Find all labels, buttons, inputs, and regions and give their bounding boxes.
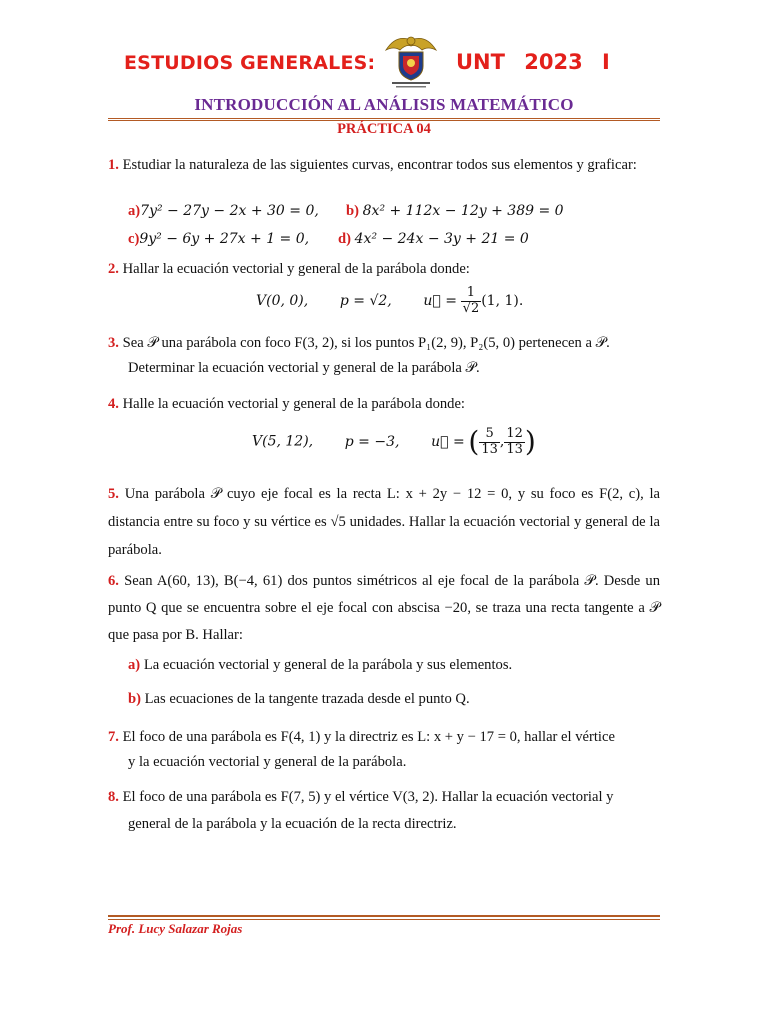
problem-8-line-2: general de la parábola y la ecuación de la recta directriz. [128,816,457,832]
problem-1-item-b: b) 8x² + 112x − 12y + 389 = 0 [346,203,564,219]
problem-7-line-2: y la ecuación vectorial y general de la parábola. [128,754,407,770]
footer-rule [108,915,660,917]
problem-6-item-a: a) La ecuación vectorial y general de la parábola y sus elementos. [128,657,513,673]
problem-2-equation: V(0, 0), p = √2, u⃗ = $\frac{1}{√2}$ (1, 1). [256,285,524,316]
problem-1 [108,156,660,175]
problem-3: 3. Sea 𝒫 una parábola con foco F(3, 2), si los puntos P₁(2, 9), P₂(5, 0) pertenecen a 𝒫. [108,335,610,351]
fraction: $\frac{1}{√2}$ [462,285,480,316]
problem-8: 8. El foco de una parábola es F(7, 5) y el vértice V(3, 2). Hallar la ecuación vectorial y [108,789,614,805]
problem-2: 2. Hallar la ecuación vectorial y general de la parábola donde: [108,261,470,277]
problem-4-equation: V(5, 12), p = −3, u⃗ = ( $\frac{5}{13}$ , $\frac{12}{13}$ ) [252,425,536,458]
header-left: ESTUDIOS GENERALES: [124,52,376,74]
header-right: UNT 2023 I [456,50,610,74]
problem-1-item-a: a)7y² − 27y − 2x + 30 = 0, [128,203,319,219]
problem-1-number: 1. [108,157,119,173]
page-subtitle: PRÁCTICA 04 [337,121,431,137]
problem-6: 6. Sean A(60, 13), B(−4, 61) dos puntos simétricos al eje focal de la parábola 𝒫. Desde un punto Q que se encuentra sobre el eje focal con abscisa −20, se traza una recta tangente a 𝒫 que pasa por B. Hallar: [108,573,660,643]
problem-1-item-d: d) 4x² − 24x − 3y + 21 = 0 [338,231,529,247]
title-rule [108,118,660,119]
footer-rule-2 [108,919,660,920]
header [0,46,768,86]
problem-5: 5. Una parábola 𝒫 cuyo eje focal es la recta L: x + 2y − 12 = 0, y su foco es F(2, c), la distancia entre su foco y su vértice es √5 unidades. Hallar la ecuación vectorial y general de la parábola. [108,486,660,558]
problem-3-line-2: Determinar la ecuación vectorial y general de la parábola 𝒫. [128,360,480,376]
university-crest-icon [382,30,440,92]
problem-6-item-b: b) Las ecuaciones de la tangente trazada desde el punto Q. [128,691,470,707]
footer-author: Prof. Lucy Salazar Rojas [108,921,243,936]
problem-1-item-c: c)9y² − 6y + 27x + 1 = 0, [128,231,310,247]
problem-7: 7. El foco de una parábola es F(4, 1) y la directriz es L: x + y − 17 = 0, hallar el vértice [108,729,615,745]
problem-1-text: Estudiar la naturaleza de las siguientes curvas, encontrar todos sus elementos y graficar: [122,157,637,173]
problem-4: 4. Halle la ecuación vectorial y general de la parábola donde: [108,396,465,412]
page-title: INTRODUCCIÓN AL ANÁLISIS MATEMÁTICO [194,95,574,114]
